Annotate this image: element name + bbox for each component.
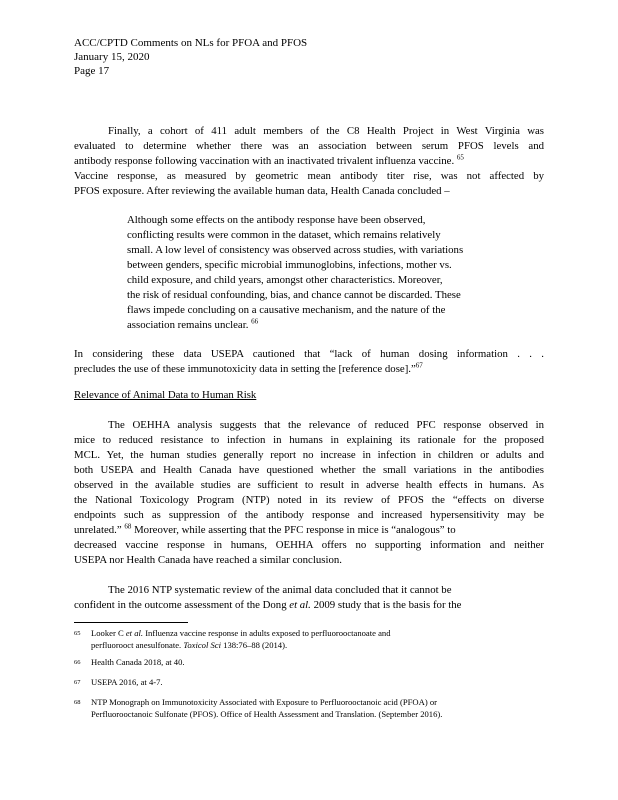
footnote-66 <box>74 657 534 669</box>
section-subheading: Relevance of Animal Data to Human Risk <box>74 389 257 401</box>
paragraph-text: unrelated.” <box>74 524 122 536</box>
footnote-ref: 66 <box>251 317 259 326</box>
footnote-italic: Toxicol Sci <box>183 639 221 650</box>
paragraph-text: confident in the outcome assessment of the Dong <box>74 599 290 611</box>
paragraph-text: antibody response following vaccination with an inactivated trivalent influenza vaccine. <box>74 155 455 167</box>
paragraph-line: the National Toxicology Program (NTP) noted in its review of PFOS the “effects on diverse <box>74 494 544 506</box>
footnote-ref: 68 <box>124 522 132 531</box>
footnote-line: USEPA 2016, at 4-7. <box>91 677 163 687</box>
footnote-number: 68 <box>74 699 81 706</box>
page-header <box>74 36 307 78</box>
footnote-line: Health Canada 2018, at 40. <box>91 657 185 667</box>
footnote-line: NTP Monograph on Immunotoxicity Associated with Exposure to Perfluorooctanoic acid (PFOA) or <box>91 697 438 707</box>
paragraph-3 <box>74 418 544 568</box>
paragraph-line: observed in the available studies are sufficient to result in adverse health effects in humans. As <box>74 479 544 491</box>
footnote-text: 138:76–88 (2014). <box>221 639 288 650</box>
paragraph-line: mice to reduced resistance to infection in humans in explaining its rationale for the proposed <box>74 434 544 446</box>
header-date: January 15, 2020 <box>74 51 150 63</box>
paragraph-line: both USEPA and Health Canada have questioned whether the small variations in the antibodies <box>74 464 544 476</box>
footnote-67 <box>74 677 534 689</box>
paragraph-4 <box>74 583 544 613</box>
footnote-text: Looker C <box>91 628 126 638</box>
footnote-ref: 65 <box>456 153 464 162</box>
quote-line: small. A low level of consistency was observed across studies, with variations <box>127 244 464 256</box>
quote-line: the risk of residual confounding, bias, and chance cannot be discarded. These <box>127 289 461 301</box>
paragraph-line: endpoints such as suppression of the antibody response and increased hypersensitivity may be <box>74 509 544 521</box>
paragraph-text: precludes the use of these immunotoxicity data in setting the [reference dose].” <box>74 363 416 375</box>
paragraph-line <box>74 523 544 538</box>
quote-line: child exposure, and child years, amongst other characteristics. Moreover, <box>127 274 443 286</box>
paragraph-text: 2009 study that is the basis for the <box>310 599 462 611</box>
footnote-line: Perfluorooctanoic Sulfonate (PFOS). Office of Health Assessment and Translation. (September 2016). <box>91 708 443 719</box>
footnote-line <box>91 640 534 652</box>
paragraph-line: USEPA nor Health Canada have reached a similar conclusion. <box>74 554 342 566</box>
header-title: ACC/CPTD Comments on NLs for PFOA and PFOS <box>74 37 308 49</box>
quote-line: Although some effects on the antibody response have been observed, <box>127 214 426 226</box>
footnote-divider <box>74 622 188 623</box>
footnote-number: 67 <box>74 679 81 686</box>
footnote-line <box>91 628 534 640</box>
paragraph-line: In considering these data USEPA cautioned that “lack of human dosing information . . . <box>74 348 544 360</box>
paragraph-2 <box>74 347 544 377</box>
footnote-68 <box>74 697 534 720</box>
footnote-number: 65 <box>74 630 81 637</box>
header-page-number: Page 17 <box>74 65 110 77</box>
footnote-italic: et al. <box>125 628 144 638</box>
quote-line: flaws impede concluding on a causative mechanism, and the nature of the <box>127 304 446 316</box>
paragraph-italic: et al. <box>289 599 311 611</box>
footnote-text: perfluorooct anesulfonate. <box>91 639 184 650</box>
paragraph-line: Finally, a cohort of 411 adult members of the C8 Health Project in West Virginia was <box>108 125 544 137</box>
paragraph-line <box>74 362 544 377</box>
quote-line: between genders, specific microbial immunoglobins, infections, mother vs. <box>127 259 452 271</box>
paragraph-line <box>74 598 544 613</box>
footnote-ref: 67 <box>415 361 423 370</box>
quote-line <box>127 318 511 333</box>
paragraph-line <box>74 154 544 169</box>
quote-line: conflicting results were common in the dataset, which remains relatively <box>127 229 441 241</box>
paragraph-line: The OEHHA analysis suggests that the relevance of reduced PFC response observed in <box>108 419 544 431</box>
quote-text: association remains unclear. <box>127 319 249 331</box>
paragraph-1 <box>74 124 544 199</box>
paragraph-line: Vaccine response, as measured by geometric mean antibody titer rise, was not affected by <box>74 170 544 182</box>
paragraph-line: decreased vaccine response in humans, OEHHA offers no supporting information and neither <box>74 539 544 551</box>
paragraph-line: The 2016 NTP systematic review of the animal data concluded that it cannot be <box>108 584 452 596</box>
paragraph-line: PFOS exposure. After reviewing the available human data, Health Canada concluded – <box>74 185 450 197</box>
paragraph-text: Moreover, while asserting that the PFC response in mice is “analogous” to <box>131 524 456 536</box>
footnote-65 <box>74 628 534 651</box>
paragraph-line: evaluated to determine whether there was an association between serum PFOS levels and <box>74 140 544 152</box>
paragraph-line: MCL. Yet, the human studies generally report no increase in infection in children or adults and <box>74 449 544 461</box>
footnote-number: 66 <box>74 659 81 666</box>
footnote-text: Influenza vaccine response in adults exposed to perfluorooctanoate and <box>143 628 391 638</box>
block-quote <box>127 213 511 333</box>
